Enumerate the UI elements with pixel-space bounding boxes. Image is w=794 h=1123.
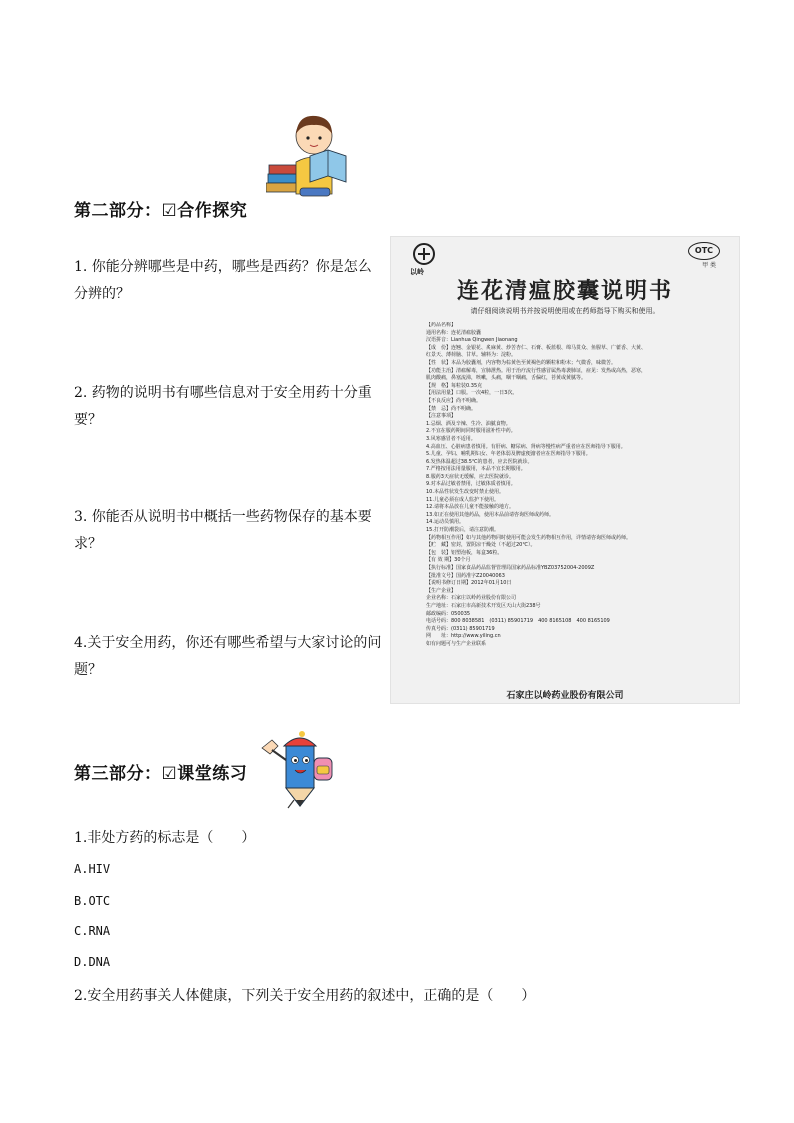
leaflet-line: 【说明书修订日期】2012年01月10日 <box>426 580 512 587</box>
leaflet-line: 4.高血压、心脏病患者慎用。有肝病、糖尿病、肾病等慢性病严重者应在医师指导下服用。 <box>426 443 626 450</box>
exercise-1-option-d: D.DNA <box>74 955 111 969</box>
leaflet-line: 9.对本品过敏者禁用，过敏体质者慎用。 <box>426 481 516 488</box>
leaflet-line: 红景天、薄荷脑、甘草。辅料为：淀粉。 <box>426 352 517 359</box>
leaflet-line: 传真号码：(0311) 85901719 <box>426 625 495 632</box>
leaflet-line: 【性 状】本品为胶囊剂，内容物为棕黄色至黄褐色的颗粒和粉末；气微香，味微苦。 <box>426 359 617 366</box>
question-2: 2. 药物的说明书有哪些信息对于安全用药十分重要？ <box>74 385 372 428</box>
leaflet-line: 5.儿童、孕妇、哺乳期妇女、年老体弱及脾虚便溏者应在医师指导下服用。 <box>426 451 591 458</box>
leaflet-line: 【药品名称】 <box>426 322 457 328</box>
question-4: 4.关于安全用药，你还有哪些希望与大家讨论的问题？ <box>74 635 382 678</box>
leaflet-line: 【贮 藏】密封，置阴凉干燥处（不超过20℃）。 <box>426 542 536 549</box>
leaflet-title: 连花清瘟胶囊说明书 <box>456 279 673 304</box>
leaflet-line: 14.运动员慎用。 <box>426 519 464 526</box>
leaflet-subtitle: 请仔细阅读说明书并按说明使用或在药师指导下购买和使用。 <box>470 307 660 315</box>
leaflet-line: 如有问题可与生产企业联系 <box>426 640 487 647</box>
medicine-leaflet <box>390 236 740 704</box>
leaflet-line: 11.儿童必须在成人监护下使用。 <box>426 496 499 503</box>
pencil-mascot-illustration <box>258 726 342 810</box>
otc-class: 甲 类 <box>702 262 716 269</box>
leaflet-line: 8.服药3天症状无缓解，应去医院就诊。 <box>426 473 514 480</box>
reading-boy-illustration <box>266 110 352 200</box>
exercise-1-question: 1.非处方药的标志是（ ） <box>74 830 256 846</box>
leaflet-line: 10.本品性状发生改变时禁止使用。 <box>426 489 504 496</box>
leaflet-line: 【执行标准】国家食品药品监督管理局国家药品标准YBZ03752004-2009Z <box>426 565 595 571</box>
leaflet-line: 15.打开防潮袋后，请注意防潮。 <box>426 527 499 534</box>
exercise-1-option-a: A.HIV <box>74 862 111 876</box>
leaflet-line: 3.风寒感冒者不适用。 <box>426 435 476 442</box>
leaflet-line: 【功能主治】清瘟解毒，宣肺泄热。用于治疗流行性感冒属热毒袭肺证，症见：发热或高热，恶寒， <box>426 367 647 374</box>
leaflet-line: 【不良反应】尚不明确。 <box>426 397 482 404</box>
leaflet-line: 2.不宜在服药期间同时服用滋补性中药。 <box>426 428 516 435</box>
leaflet-line: 【成 份】连翘、金银花、炙麻黄、炒苦杏仁、石膏、板蓝根、绵马贯众、鱼腥草、广藿香、大黄、 <box>426 344 647 351</box>
leaflet-line: 邮政编码：050035 <box>426 610 471 617</box>
leaflet-line: 1.忌烟、酒及辛辣、生冷、油腻食物。 <box>426 420 511 427</box>
otc-badge: OTC <box>688 242 720 260</box>
leaflet-line: 肌肉酸痛，鼻塞流涕，咳嗽，头痛，咽干咽痛，舌偏红，苔黄或黄腻等。 <box>426 375 587 382</box>
leaflet-body <box>426 322 726 649</box>
section2-heading: 第二部分：☑合作探究 <box>74 201 248 221</box>
leaflet-line: 【规 格】每粒装0.35克 <box>426 382 483 389</box>
leaflet-brand: 以岭 <box>410 268 424 276</box>
question-1: 1. 你能分辨哪些是中药，哪些是西药？你是怎么分辨的？ <box>74 259 372 302</box>
leaflet-line: 13.如正在使用其他药品，使用本品前请咨询医师或药师。 <box>426 511 554 518</box>
leaflet-line: 电话号码：800 8038581 (0311) 85901719 400 8165108 400 8165109 <box>426 618 610 625</box>
leaflet-line: 7.严格按用法用量服用，本品不宜长期服用。 <box>426 466 526 473</box>
leaflet-line: 【用法用量】口服。一次4粒，一日3次。 <box>426 390 518 397</box>
yiling-logo-icon <box>412 242 436 266</box>
question-3: 3. 你能否从说明书中概括一些药物保存的基本要求？ <box>74 509 372 552</box>
leaflet-line: 12.请将本品放在儿童不能接触的地方。 <box>426 504 514 511</box>
leaflet-line: 【生产企业】 <box>426 587 457 594</box>
leaflet-line: 【包 装】铝塑泡板，每盒36粒。 <box>426 549 503 556</box>
exercise-2-question: 2.安全用药事关人体健康，下列关于安全用药的叙述中，正确的是（ ） <box>74 988 536 1004</box>
leaflet-line: 【注意事项】 <box>426 413 457 420</box>
leaflet-line: 6.发热体温超过38.5℃的患者，应去医院就诊。 <box>426 458 533 465</box>
leaflet-line: 通用名称：连花清瘟胶囊 <box>426 329 482 336</box>
leaflet-company: 石家庄以岭药业股份有限公司 <box>506 691 624 701</box>
leaflet-line: 网 址：http://www.yiling.cn <box>426 633 501 640</box>
leaflet-line: 【药物相互作用】如与其他药物同时使用可能会发生药物相互作用，详情请咨询医师或药师。 <box>426 534 632 541</box>
leaflet-line: 企业名称：石家庄以岭药业股份有限公司 <box>426 595 517 602</box>
leaflet-line: 生产地址：石家庄市高新技术开发区天山大街238号 <box>426 602 541 609</box>
leaflet-line: 【批准文号】国药准字Z20040063 <box>426 572 505 579</box>
leaflet-line: 【有 效 期】30个月 <box>426 557 471 564</box>
leaflet-line: 【禁 忌】尚不明确。 <box>426 405 477 412</box>
exercise-1-option-c: C.RNA <box>74 924 111 938</box>
leaflet-line: 汉语拼音：Lianhua Qingwen Jiaonang <box>426 337 518 344</box>
section3-heading: 第三部分：☑课堂练习 <box>74 764 248 784</box>
exercise-1-option-b: B.OTC <box>74 894 111 908</box>
